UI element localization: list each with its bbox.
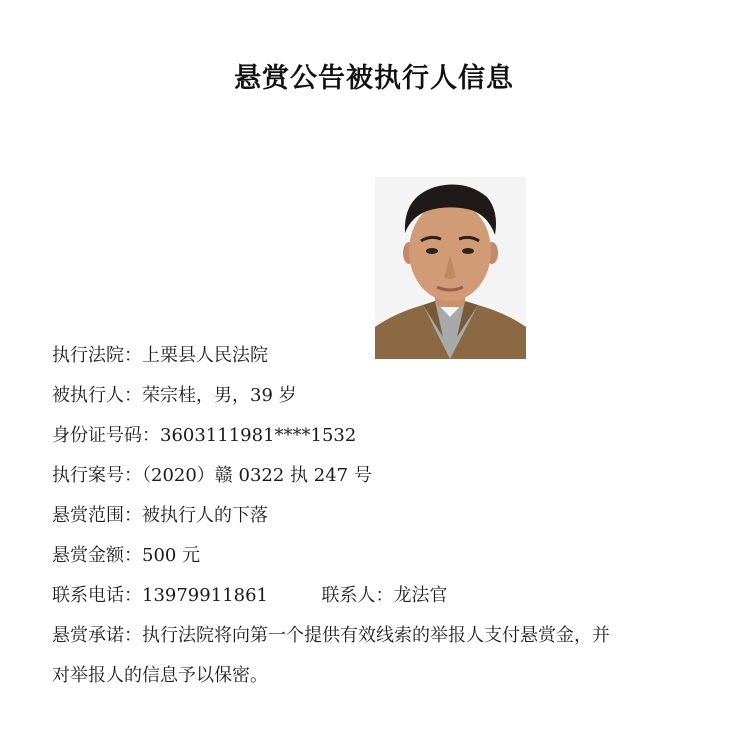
contact-person-text: 联系人：龙法官 (321, 585, 448, 606)
phone-text: 联系电话：13979911861 (52, 585, 268, 606)
reward-scope-line: 悬赏范围：被执行人的下落 (52, 505, 268, 526)
portrait-illustration (375, 177, 526, 359)
contact-line (52, 576, 722, 616)
case-number-line: 执行案号：（2020）赣 0322 执 247 号 (52, 465, 372, 486)
promise-line-2: 对举报人的信息予以保密。 (52, 665, 268, 686)
portrait-photo (375, 177, 526, 359)
reward-amount-line: 悬赏金额：500 元 (52, 545, 201, 566)
id-number-line: 身份证号码：3603111981****1532 (52, 425, 357, 446)
executee-line: 被执行人：荣宗桂，男，39 岁 (52, 385, 297, 406)
page-title: 悬赏公告被执行人信息 (234, 63, 514, 94)
court-line: 执行法院：上栗县人民法院 (52, 345, 268, 366)
promise-line-1: 悬赏承诺：执行法院将向第一个提供有效线索的举报人支付悬赏金，并 (52, 625, 610, 646)
executee-info (52, 336, 722, 696)
